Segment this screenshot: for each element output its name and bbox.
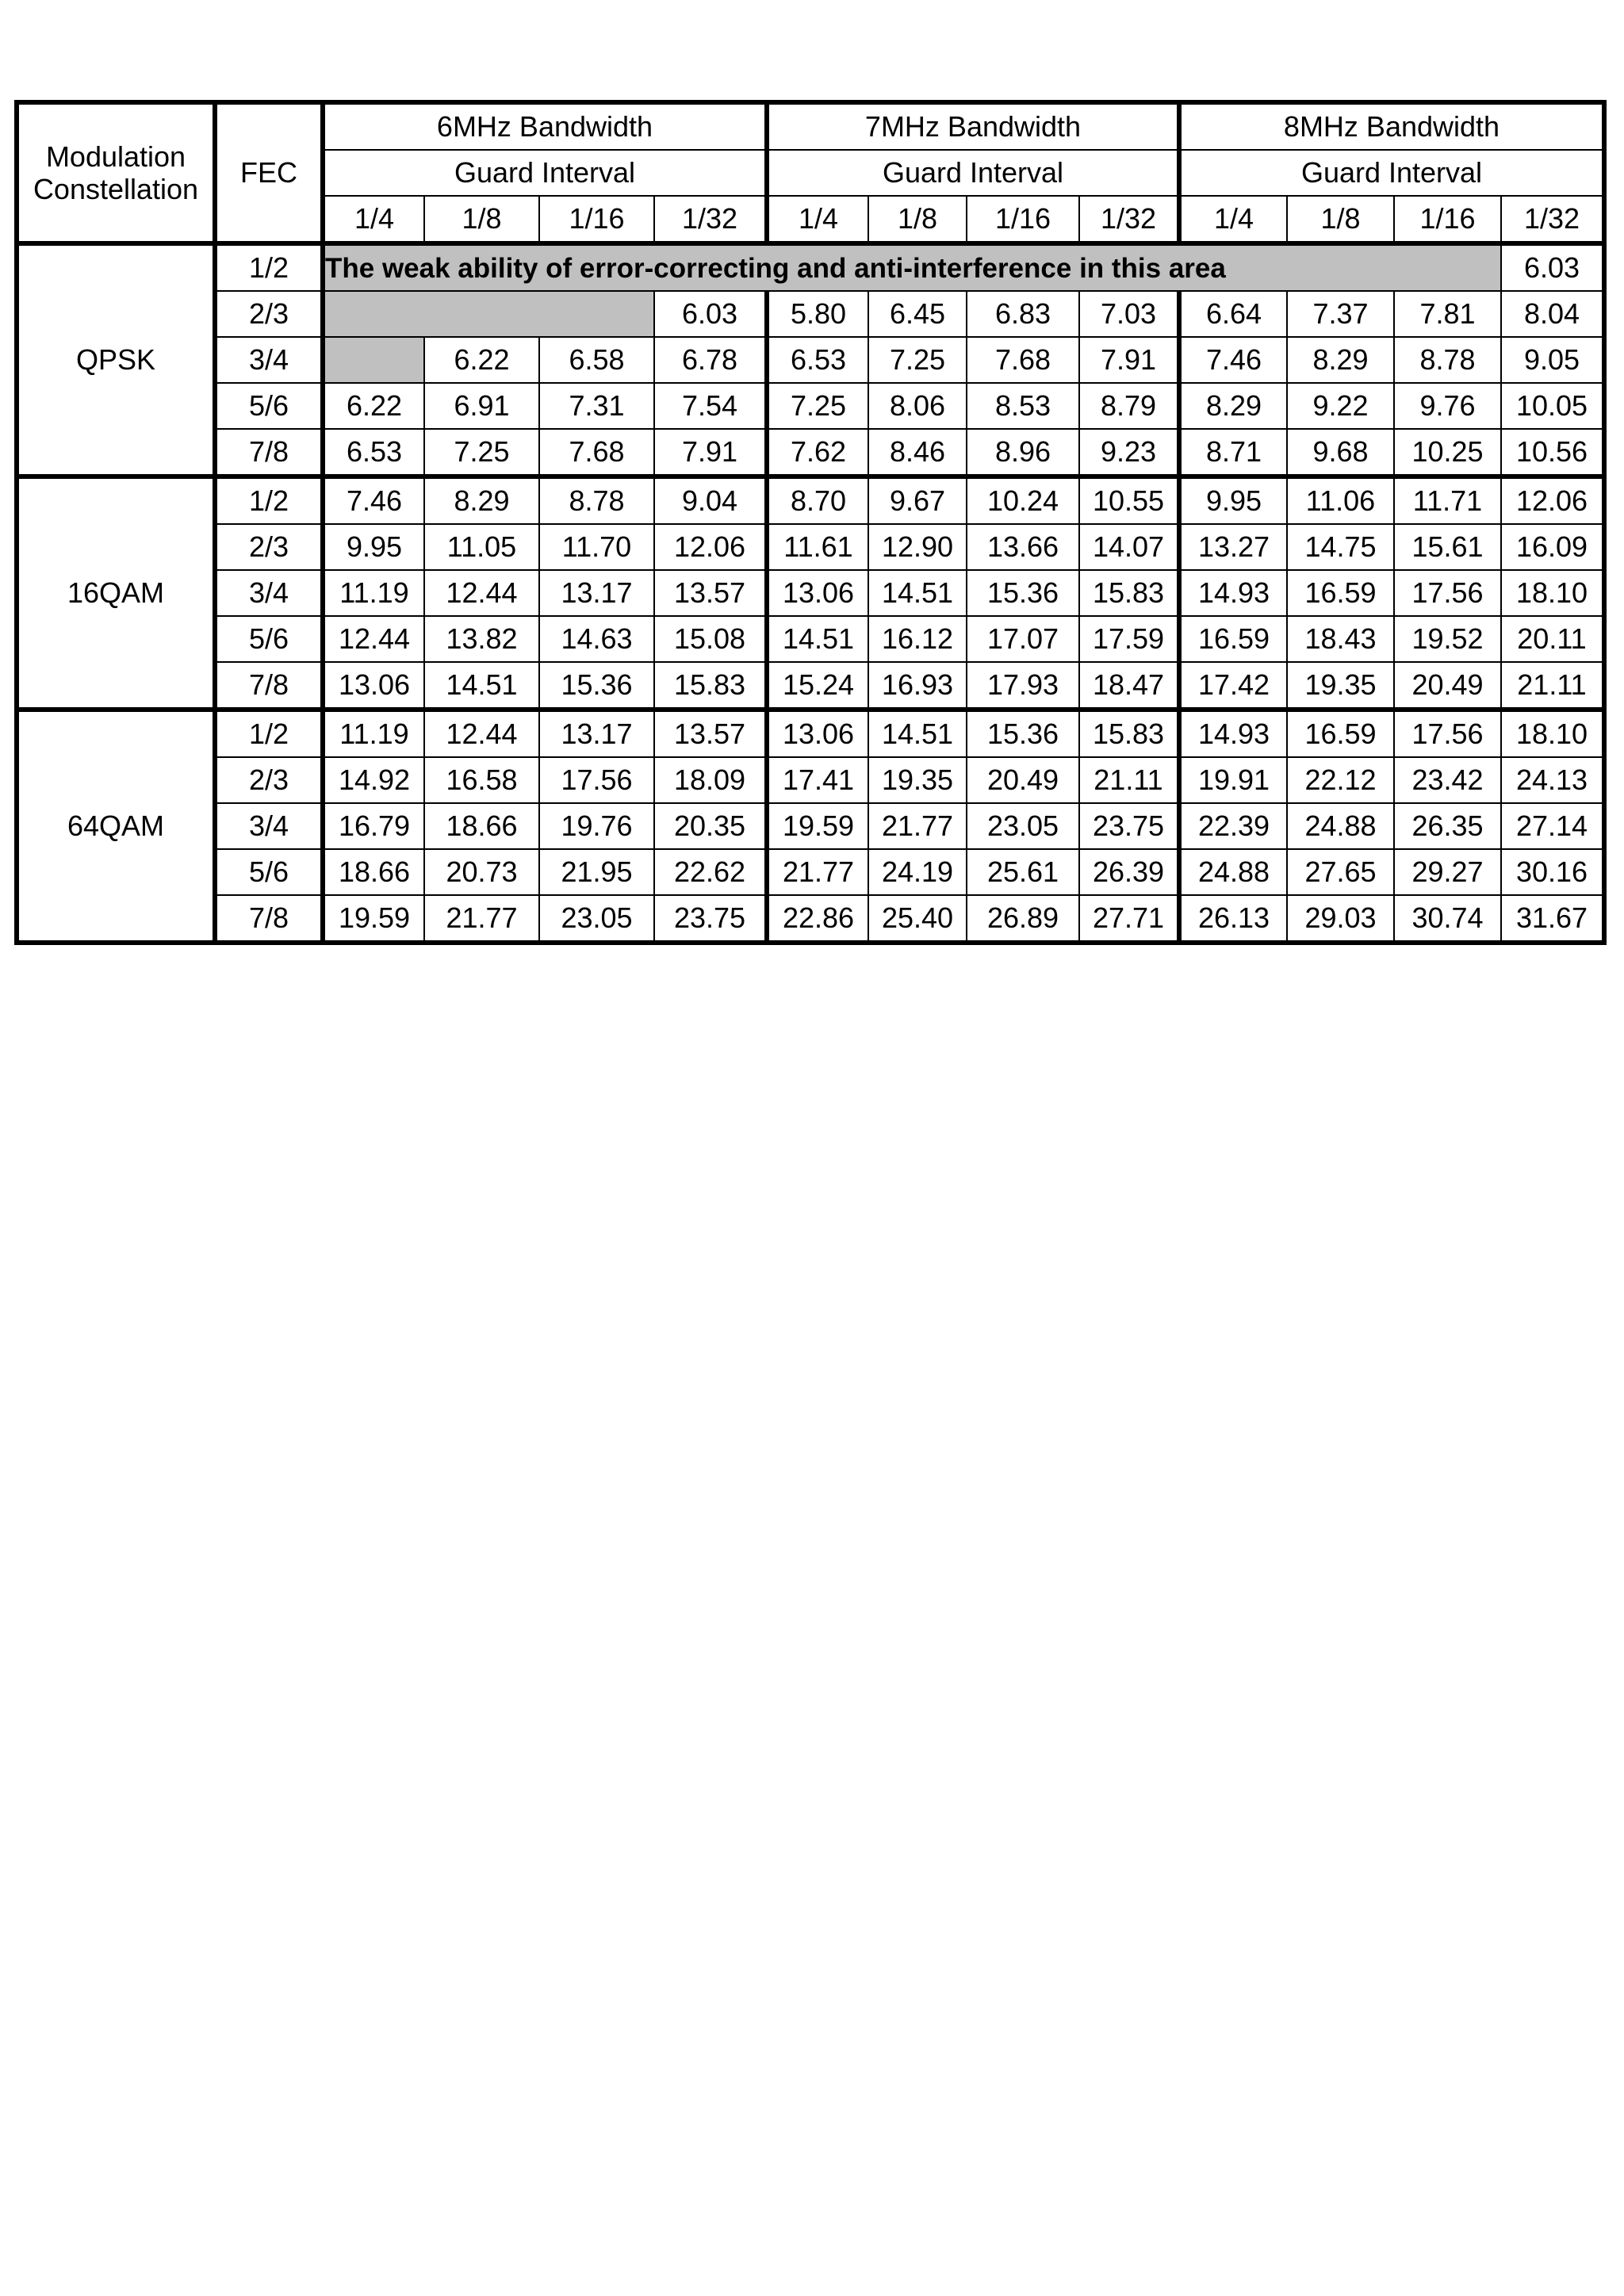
snr-value-cell: 14.63 — [539, 616, 654, 662]
snr-value-cell: 21.77 — [767, 849, 868, 895]
snr-value-cell: 8.78 — [1394, 337, 1501, 383]
guard-value-header: 1/4 — [323, 196, 424, 243]
snr-value-cell: 23.05 — [967, 803, 1079, 849]
table-row — [17, 243, 1604, 291]
snr-value-cell: 26.39 — [1079, 849, 1179, 895]
guard-value-header: 1/4 — [767, 196, 868, 243]
fec-cell: 3/4 — [215, 803, 323, 849]
fec-cell: 1/2 — [215, 710, 323, 757]
snr-value-cell: 14.51 — [868, 570, 967, 616]
snr-value-cell: 16.59 — [1287, 710, 1394, 757]
modulation-cell: 64QAM — [17, 710, 215, 943]
snr-value-cell: 7.46 — [323, 476, 424, 524]
snr-value-cell: 21.11 — [1079, 757, 1179, 803]
snr-value-cell: 9.22 — [1287, 383, 1394, 429]
snr-value-cell: 17.56 — [539, 757, 654, 803]
guard-value-header: 1/32 — [1079, 196, 1179, 243]
snr-value-cell: 8.06 — [868, 383, 967, 429]
snr-value-cell: 13.06 — [323, 662, 424, 710]
snr-value-cell: 7.25 — [767, 383, 868, 429]
snr-value-cell: 9.23 — [1079, 429, 1179, 476]
snr-value-cell: 18.10 — [1501, 710, 1604, 757]
snr-value-cell: 14.93 — [1179, 570, 1287, 616]
snr-value-cell: 7.62 — [767, 429, 868, 476]
snr-value-cell: 9.76 — [1394, 383, 1501, 429]
snr-value-cell: 6.22 — [424, 337, 539, 383]
guard-value-header: 1/8 — [1287, 196, 1394, 243]
snr-value-cell: 13.06 — [767, 570, 868, 616]
snr-value-cell: 11.61 — [767, 524, 868, 570]
snr-value-cell: 7.46 — [1179, 337, 1287, 383]
snr-value-cell: 18.66 — [424, 803, 539, 849]
guard-interval-header-6mhz: Guard Interval — [323, 150, 767, 196]
snr-value-cell: 20.49 — [1394, 662, 1501, 710]
fec-cell: 7/8 — [215, 662, 323, 710]
modulation-cell: QPSK — [17, 243, 215, 476]
snr-value-cell: 21.77 — [424, 895, 539, 943]
snr-value-cell: 8.78 — [539, 476, 654, 524]
snr-value-cell: 12.06 — [654, 524, 767, 570]
snr-value-cell: 22.86 — [767, 895, 868, 943]
snr-value-cell: 27.71 — [1079, 895, 1179, 943]
snr-value-cell: 13.57 — [654, 710, 767, 757]
guard-value-header: 1/32 — [654, 196, 767, 243]
snr-value-cell: 21.11 — [1501, 662, 1604, 710]
snr-value-cell: 6.45 — [868, 291, 967, 337]
snr-value-cell: 19.35 — [1287, 662, 1394, 710]
snr-value-cell: 13.66 — [967, 524, 1079, 570]
snr-value-cell: 7.91 — [1079, 337, 1179, 383]
snr-value-cell: 15.24 — [767, 662, 868, 710]
modulation-cell: 16QAM — [17, 476, 215, 710]
snr-value-cell: 9.68 — [1287, 429, 1394, 476]
guard-interval-header-8mhz: Guard Interval — [1179, 150, 1604, 196]
guard-value-header: 1/8 — [868, 196, 967, 243]
fec-cell: 1/2 — [215, 243, 323, 291]
snr-value-cell: 6.78 — [654, 337, 767, 383]
snr-value-cell: 15.83 — [1079, 570, 1179, 616]
snr-value-cell: 17.59 — [1079, 616, 1179, 662]
guard-interval-header-7mhz: Guard Interval — [767, 150, 1179, 196]
snr-value-cell: 8.96 — [967, 429, 1079, 476]
snr-value-cell: 19.52 — [1394, 616, 1501, 662]
snr-value-cell: 23.75 — [654, 895, 767, 943]
snr-value-cell: 27.14 — [1501, 803, 1604, 849]
snr-value-cell: 15.08 — [654, 616, 767, 662]
snr-value-cell: 13.17 — [539, 570, 654, 616]
snr-value-cell: 11.19 — [323, 570, 424, 616]
fec-header: FEC — [215, 102, 323, 243]
fec-cell: 2/3 — [215, 757, 323, 803]
snr-value-cell: 14.75 — [1287, 524, 1394, 570]
snr-value-cell: 10.05 — [1501, 383, 1604, 429]
snr-value-cell: 8.46 — [868, 429, 967, 476]
snr-value-cell: 7.91 — [654, 429, 767, 476]
snr-value-cell: 8.53 — [967, 383, 1079, 429]
snr-value-cell: 26.89 — [967, 895, 1079, 943]
snr-value-cell: 20.35 — [654, 803, 767, 849]
table-row — [17, 429, 1604, 476]
snr-value-cell: 14.93 — [1179, 710, 1287, 757]
snr-value-cell: 19.59 — [767, 803, 868, 849]
snr-value-cell: 11.71 — [1394, 476, 1501, 524]
snr-value-cell: 6.53 — [767, 337, 868, 383]
snr-value-cell: 11.19 — [323, 710, 424, 757]
snr-value-cell: 17.07 — [967, 616, 1079, 662]
table-row — [17, 849, 1604, 895]
snr-value-cell: 19.76 — [539, 803, 654, 849]
snr-value-cell: 13.57 — [654, 570, 767, 616]
snr-value-cell: 15.61 — [1394, 524, 1501, 570]
snr-value-cell: 7.81 — [1394, 291, 1501, 337]
snr-value-cell: 15.36 — [539, 662, 654, 710]
snr-value-cell: 23.75 — [1079, 803, 1179, 849]
snr-value-cell: 14.07 — [1079, 524, 1179, 570]
snr-value-cell: 24.88 — [1287, 803, 1394, 849]
guard-value-header: 1/16 — [1394, 196, 1501, 243]
snr-value-cell: 6.58 — [539, 337, 654, 383]
guard-value-header: 1/16 — [967, 196, 1079, 243]
snr-value-cell: 11.05 — [424, 524, 539, 570]
snr-value-cell: 8.71 — [1179, 429, 1287, 476]
snr-value-cell: 7.68 — [967, 337, 1079, 383]
table-row — [17, 337, 1604, 383]
bandwidth-header-7mhz: 7MHz Bandwidth — [767, 102, 1179, 150]
table-row — [17, 895, 1604, 943]
snr-value-cell: 7.25 — [868, 337, 967, 383]
table-row — [17, 476, 1604, 524]
snr-value-cell: 14.51 — [424, 662, 539, 710]
table-header — [17, 102, 1604, 243]
snr-value-cell: 12.44 — [424, 710, 539, 757]
bandwidth-header-8mhz: 8MHz Bandwidth — [1179, 102, 1604, 150]
shaded-area — [323, 337, 424, 383]
snr-value-cell: 9.95 — [323, 524, 424, 570]
snr-value-cell: 10.55 — [1079, 476, 1179, 524]
snr-value-cell: 16.09 — [1501, 524, 1604, 570]
snr-value-cell: 16.79 — [323, 803, 424, 849]
snr-value-cell: 20.11 — [1501, 616, 1604, 662]
shaded-area — [323, 291, 654, 337]
snr-value-cell: 8.29 — [1287, 337, 1394, 383]
table-row — [17, 383, 1604, 429]
snr-value-cell: 20.73 — [424, 849, 539, 895]
snr-value-cell: 17.56 — [1394, 710, 1501, 757]
fec-cell: 5/6 — [215, 616, 323, 662]
snr-value-cell: 14.51 — [868, 710, 967, 757]
snr-value-cell: 15.83 — [654, 662, 767, 710]
snr-value-cell: 21.77 — [868, 803, 967, 849]
snr-value-cell: 24.19 — [868, 849, 967, 895]
snr-value-cell: 9.04 — [654, 476, 767, 524]
snr-value-cell: 12.44 — [424, 570, 539, 616]
fec-cell: 3/4 — [215, 337, 323, 383]
snr-value-cell: 6.83 — [967, 291, 1079, 337]
snr-value-cell: 24.13 — [1501, 757, 1604, 803]
fec-cell: 7/8 — [215, 429, 323, 476]
snr-value-cell: 6.03 — [654, 291, 767, 337]
snr-value-cell: 7.25 — [424, 429, 539, 476]
snr-value-cell: 10.56 — [1501, 429, 1604, 476]
snr-value-cell: 19.91 — [1179, 757, 1287, 803]
snr-value-cell: 19.35 — [868, 757, 967, 803]
snr-value-cell: 14.92 — [323, 757, 424, 803]
snr-value-cell: 12.06 — [1501, 476, 1604, 524]
snr-value-cell: 18.66 — [323, 849, 424, 895]
snr-value-cell: 11.70 — [539, 524, 654, 570]
snr-value-cell: 29.27 — [1394, 849, 1501, 895]
snr-value-cell: 21.95 — [539, 849, 654, 895]
snr-value-cell: 22.62 — [654, 849, 767, 895]
snr-value-cell: 14.51 — [767, 616, 868, 662]
table-row — [17, 291, 1604, 337]
fec-cell: 1/2 — [215, 476, 323, 524]
snr-value-cell: 24.88 — [1179, 849, 1287, 895]
snr-value-cell: 20.49 — [967, 757, 1079, 803]
table-row — [17, 803, 1604, 849]
snr-value-cell: 8.70 — [767, 476, 868, 524]
snr-value-cell: 16.12 — [868, 616, 967, 662]
snr-value-cell: 31.67 — [1501, 895, 1604, 943]
snr-value-cell: 25.40 — [868, 895, 967, 943]
guard-value-header: 1/8 — [424, 196, 539, 243]
snr-value-cell: 22.12 — [1287, 757, 1394, 803]
snr-value-cell: 6.64 — [1179, 291, 1287, 337]
snr-value-cell: 27.65 — [1287, 849, 1394, 895]
snr-value-cell: 13.06 — [767, 710, 868, 757]
snr-value-cell: 8.29 — [1179, 383, 1287, 429]
snr-value-cell: 17.41 — [767, 757, 868, 803]
snr-value-cell: 10.25 — [1394, 429, 1501, 476]
table-row — [17, 757, 1604, 803]
snr-value-cell: 30.16 — [1501, 849, 1604, 895]
snr-value-cell: 16.59 — [1287, 570, 1394, 616]
snr-table — [14, 100, 1607, 945]
fec-cell: 7/8 — [215, 895, 323, 943]
snr-value-cell: 6.03 — [1501, 243, 1604, 291]
snr-value-cell: 11.06 — [1287, 476, 1394, 524]
snr-value-cell: 13.27 — [1179, 524, 1287, 570]
snr-value-cell: 17.42 — [1179, 662, 1287, 710]
snr-value-cell: 6.53 — [323, 429, 424, 476]
snr-value-cell: 29.03 — [1287, 895, 1394, 943]
guard-value-header: 1/32 — [1501, 196, 1604, 243]
snr-value-cell: 8.04 — [1501, 291, 1604, 337]
snr-value-cell: 15.36 — [967, 570, 1079, 616]
guard-value-header: 1/16 — [539, 196, 654, 243]
snr-value-cell: 7.37 — [1287, 291, 1394, 337]
snr-value-cell: 13.82 — [424, 616, 539, 662]
snr-value-cell: 25.61 — [967, 849, 1079, 895]
snr-value-cell: 18.09 — [654, 757, 767, 803]
snr-value-cell: 10.24 — [967, 476, 1079, 524]
fec-cell: 3/4 — [215, 570, 323, 616]
weak-area-note — [323, 243, 1501, 291]
snr-value-cell: 17.56 — [1394, 570, 1501, 616]
snr-value-cell: 7.68 — [539, 429, 654, 476]
snr-value-cell: 15.36 — [967, 710, 1079, 757]
snr-value-cell: 6.22 — [323, 383, 424, 429]
snr-value-cell: 16.59 — [1179, 616, 1287, 662]
snr-value-cell: 16.58 — [424, 757, 539, 803]
table-row — [17, 710, 1604, 757]
snr-value-cell: 22.39 — [1179, 803, 1287, 849]
snr-value-cell: 26.13 — [1179, 895, 1287, 943]
snr-value-cell: 17.93 — [967, 662, 1079, 710]
guard-value-header: 1/4 — [1179, 196, 1287, 243]
snr-value-cell: 9.67 — [868, 476, 967, 524]
snr-value-cell: 7.54 — [654, 383, 767, 429]
snr-value-cell: 23.42 — [1394, 757, 1501, 803]
bandwidth-header-6mhz: 6MHz Bandwidth — [323, 102, 767, 150]
snr-value-cell: 18.43 — [1287, 616, 1394, 662]
table-row — [17, 570, 1604, 616]
table-row — [17, 524, 1604, 570]
snr-value-cell: 8.79 — [1079, 383, 1179, 429]
snr-value-cell: 18.47 — [1079, 662, 1179, 710]
snr-value-cell: 18.10 — [1501, 570, 1604, 616]
snr-value-cell: 7.03 — [1079, 291, 1179, 337]
snr-value-cell: 26.35 — [1394, 803, 1501, 849]
snr-value-cell: 19.59 — [323, 895, 424, 943]
table-row — [17, 662, 1604, 710]
snr-value-cell: 12.90 — [868, 524, 967, 570]
snr-value-cell: 7.31 — [539, 383, 654, 429]
snr-value-cell: 16.93 — [868, 662, 967, 710]
table-body — [17, 243, 1604, 943]
table-row — [17, 616, 1604, 662]
weak-area-note-text: The weak ability of error-correcting and anti-interference in this area — [325, 252, 1226, 284]
snr-value-cell: 8.29 — [424, 476, 539, 524]
snr-value-cell: 5.80 — [767, 291, 868, 337]
fec-cell: 2/3 — [215, 524, 323, 570]
snr-value-cell: 9.05 — [1501, 337, 1604, 383]
fec-cell: 5/6 — [215, 383, 323, 429]
modulation-header: Modulation Constellation — [17, 102, 215, 243]
snr-value-cell: 15.83 — [1079, 710, 1179, 757]
snr-value-cell: 30.74 — [1394, 895, 1501, 943]
fec-cell: 2/3 — [215, 291, 323, 337]
snr-value-cell: 13.17 — [539, 710, 654, 757]
fec-cell: 5/6 — [215, 849, 323, 895]
snr-value-cell: 9.95 — [1179, 476, 1287, 524]
snr-value-cell: 6.91 — [424, 383, 539, 429]
snr-value-cell: 23.05 — [539, 895, 654, 943]
snr-value-cell: 12.44 — [323, 616, 424, 662]
